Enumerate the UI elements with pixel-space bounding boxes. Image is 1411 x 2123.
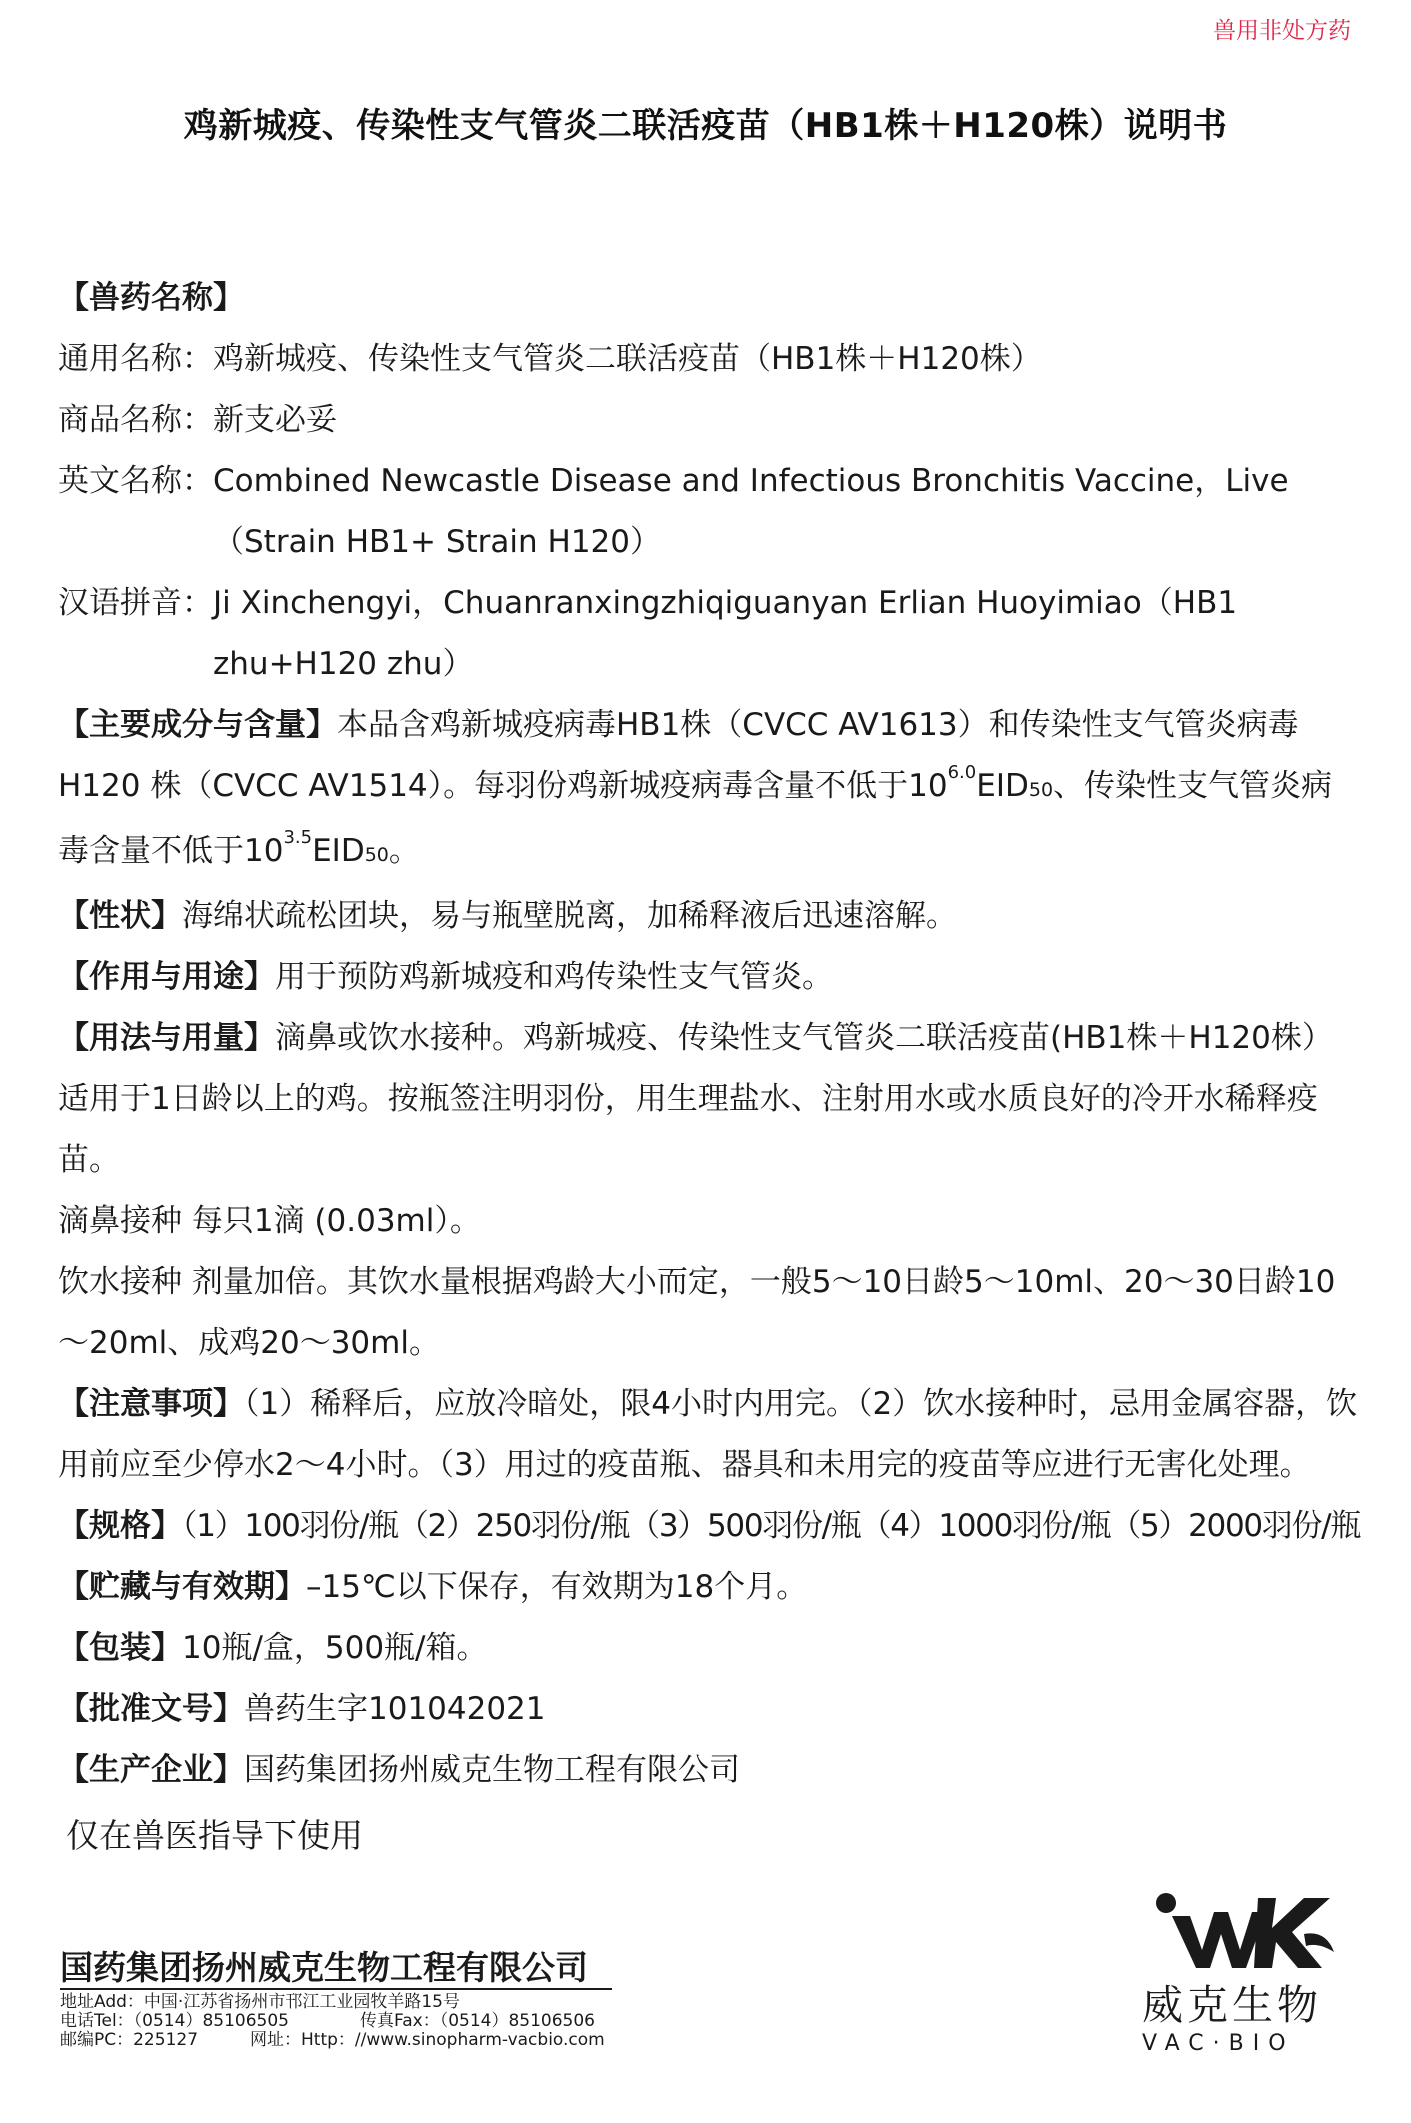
usage-water-line: 饮水接种 剂量加倍。其饮水量根据鸡龄大小而定，一般5～10日龄5～10ml、20～30日龄10～20ml、成鸡20～30ml。 — [58, 1264, 1336, 1361]
approval-text: 兽药生字101042021 — [244, 1691, 546, 1727]
footer-company-name: 国药集团扬州威克生物工程有限公司 — [60, 1948, 588, 1987]
manufacturer-heading: 【生产企业】 — [58, 1752, 244, 1788]
document-body — [58, 268, 1361, 1866]
english-name-row — [58, 451, 1358, 573]
footer-tel: 电话Tel：（0514）85106505 — [60, 2011, 289, 2031]
footer-address: 地址Add：中国·江苏省扬州市邗江工业园牧羊路15号 — [60, 1992, 460, 2012]
composition-heading: 【主要成分与含量】 — [58, 707, 337, 743]
footer-divider — [60, 1988, 612, 1990]
composition-text-1: 本品含鸡新城疫病毒HB1株（CVCC AV1613）和传染性支气管炎病毒H120 株（CVCC AV1514）。每羽份鸡新城疫病毒含量不低于10 — [58, 707, 1299, 804]
storage-heading: 【贮藏与有效期】 — [58, 1569, 306, 1605]
composition-text-4: EID — [312, 833, 365, 869]
trade-name-label: 商品名称： — [58, 402, 213, 438]
function-text: 用于预防鸡新城疫和鸡传染性支气管炎。 — [275, 959, 833, 995]
package-section — [58, 1618, 1358, 1679]
approval-heading: 【批准文号】 — [58, 1691, 244, 1727]
usage-nasal-line: 滴鼻接种 每只1滴 (0.03ml）。 — [58, 1203, 481, 1239]
usage-text: 滴鼻或饮水接种。鸡新城疫、传染性支气管炎二联活疫苗(HB1株＋H120株）适用于1日龄以上的鸡。按瓶签注明羽份，用生理盐水、注射用水或水质良好的冷开水稀释疫苗。 — [58, 1020, 1333, 1178]
function-section — [58, 947, 1358, 1008]
composition-text-2: EID — [976, 768, 1029, 804]
composition-subscript-1: 50 — [1028, 779, 1054, 801]
footer-website[interactable]: 网址：Http：//www.sinopharm-vacbio.com — [250, 2030, 605, 2050]
approval-section — [58, 1679, 1358, 1740]
otc-vet-tag: 兽用非处方药 — [1213, 18, 1351, 44]
storage-section — [58, 1557, 1358, 1618]
pinyin-name-row — [58, 573, 1358, 695]
name-heading: 【兽药名称】 — [58, 280, 244, 316]
logo-chinese-name: 威克生物 — [1142, 1981, 1322, 2029]
spec-heading: 【规格】 — [58, 1508, 182, 1544]
composition-text-5: 。 — [388, 833, 420, 869]
composition-exponent-1: 6.0 — [947, 762, 977, 783]
wk-logo-icon — [1154, 1890, 1340, 1970]
caution-text: （1）稀释后，应放冷暗处，限4小时内用完。（2）饮水接种时，忌用金属容器，饮用前应至少停水2～4小时。（3）用过的疫苗瓶、器具和未用完的疫苗等应进行无害化处理。 — [58, 1386, 1358, 1483]
storage-text: –15℃以下保存，有效期为18个月。 — [306, 1569, 808, 1605]
footer-contacts — [60, 1993, 605, 2050]
usage-section — [58, 1008, 1358, 1191]
trade-name-row — [58, 390, 1358, 451]
generic-name-value: 鸡新城疫、传染性支气管炎二联活疫苗（HB1株＋H120株） — [213, 341, 1042, 377]
package-heading: 【包装】 — [58, 1630, 182, 1666]
english-name-value: Combined Newcastle Disease and Infectious Bronchitis Vaccine，Live（Strain HB1+ Strain H120） — [213, 463, 1289, 560]
character-text: 海绵状疏松团块，易与瓶壁脱离，加稀释液后迅速溶解。 — [182, 898, 957, 934]
function-heading: 【作用与用途】 — [58, 959, 275, 995]
manufacturer-section — [58, 1740, 1358, 1801]
composition-text-3: 、传染性支气管炎病毒含量不低于10 — [58, 768, 1333, 869]
logo-english-name: VAC·BIO — [1142, 2031, 1295, 2056]
spec-text: （1）100羽份/瓶（2）250羽份/瓶（3）500羽份/瓶（4）1000羽份/瓶（5）2000羽份/瓶 — [182, 1508, 1361, 1544]
manufacturer-text: 国药集团扬州威克生物工程有限公司 — [244, 1752, 740, 1788]
generic-name-label: 通用名称： — [58, 341, 213, 377]
pinyin-name-value: Ji Xinchengyi，Chuanranxingzhiqiguanyan Erlian Huoyimiao（HB1 zhu+H120 zhu） — [213, 585, 1238, 682]
usage-heading: 【用法与用量】 — [58, 1020, 275, 1056]
character-heading: 【性状】 — [58, 898, 182, 934]
vet-guidance-notice: 仅在兽医指导下使用 — [66, 1816, 363, 1855]
composition-exponent-2: 3.5 — [283, 827, 313, 848]
pinyin-name-label: 汉语拼音： — [58, 585, 213, 621]
english-name-label: 英文名称： — [58, 463, 213, 499]
package-text: 10瓶/盒，500瓶/箱。 — [182, 1630, 488, 1666]
footer-fax: 传真Fax：（0514）85106506 — [360, 2011, 595, 2031]
caution-section — [58, 1374, 1358, 1496]
trade-name-value: 新支必妥 — [213, 402, 337, 438]
spec-section — [58, 1496, 1361, 1557]
caution-heading: 【注意事项】 — [58, 1386, 244, 1422]
composition-section — [58, 695, 1358, 886]
company-logo — [1142, 1890, 1352, 2060]
document-title: 鸡新城疫、传染性支气管炎二联活疫苗（HB1株＋H120株）说明书 — [183, 106, 1228, 146]
composition-subscript-2: 50 — [364, 844, 389, 866]
footer-postcode: 邮编PC：225127 — [60, 2030, 199, 2050]
character-section — [58, 886, 1358, 947]
generic-name-row — [58, 329, 1358, 390]
